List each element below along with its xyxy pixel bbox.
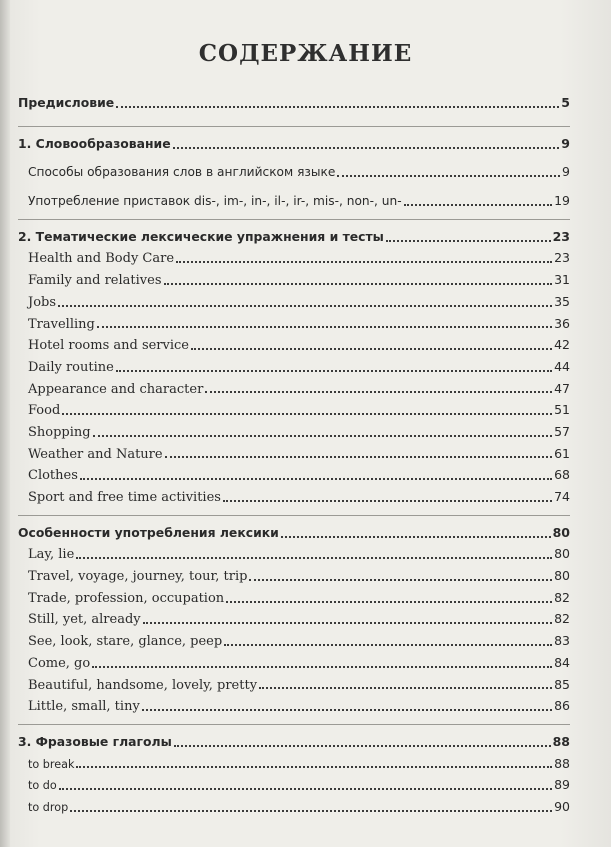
- toc-entry-label: Особенности употребления лексики: [18, 524, 279, 540]
- toc-entry-label: Come, go: [28, 655, 91, 671]
- toc-entry: [18, 587, 570, 609]
- toc-entry: [18, 674, 570, 696]
- toc-entry-page: 84: [554, 654, 570, 670]
- toc-entry-label: Shopping: [28, 424, 91, 440]
- toc-entry: [18, 652, 570, 674]
- dot-leader: [70, 810, 552, 812]
- toc-entry-label: Hotel rooms and service: [28, 338, 190, 354]
- toc-entry-page: 51: [554, 402, 570, 418]
- toc-entry: [18, 543, 570, 565]
- toc-entry-label: See, look, stare, glance, peep: [28, 634, 223, 650]
- toc-entry-label: Употребление приставок dis-, im-, in-, il-, ir-, mis-, non-, un-: [28, 194, 402, 209]
- dot-leader: [386, 240, 551, 242]
- toc-entry: [18, 190, 570, 212]
- toc-entry-label: Предисловие: [18, 95, 115, 110]
- toc-entry-page: 74: [554, 489, 570, 504]
- toc-entry-label: Family and relatives: [28, 273, 162, 289]
- toc-entry-label: Clothes: [28, 468, 78, 484]
- toc-entry-page: 82: [554, 611, 570, 627]
- dot-leader: [226, 601, 552, 603]
- toc-entry-label: to drop: [28, 800, 69, 814]
- toc-entry-label: Trade, profession, occupation: [28, 590, 225, 606]
- dot-leader: [80, 478, 552, 480]
- dot-leader: [97, 326, 552, 328]
- toc-entry-label: Food: [28, 403, 61, 419]
- toc-entry-page: 90: [554, 798, 570, 814]
- toc-entry-page: 57: [554, 423, 570, 439]
- toc-entry-page: 31: [554, 272, 570, 288]
- toc-entry-page: 80: [554, 546, 570, 562]
- dot-leader: [76, 766, 552, 768]
- toc-entry-page: 44: [554, 358, 570, 374]
- toc-section-word-formation: [18, 133, 570, 155]
- toc-entry-label: Daily routine: [28, 359, 114, 375]
- toc-entry: [18, 464, 570, 486]
- toc-entry-page: 80: [554, 568, 570, 584]
- toc-entry-label: to do: [28, 779, 57, 793]
- toc-entry: [18, 695, 570, 717]
- dot-leader: [205, 391, 552, 393]
- dot-leader: [259, 687, 552, 689]
- toc-entry-page: 82: [554, 589, 570, 605]
- toc-entry-page: 19: [554, 193, 570, 209]
- toc-entry-label: Weather and Nature: [28, 446, 163, 462]
- toc-entry-page: 23: [554, 250, 570, 266]
- dot-leader: [404, 204, 552, 206]
- toc-entry-label: to break: [28, 757, 75, 771]
- toc-entry-label: Appearance and character: [28, 381, 204, 397]
- toc-entry-page: 89: [554, 777, 570, 793]
- toc-entry-label: Beautiful, handsome, lovely, pretty: [28, 677, 258, 693]
- toc-entry-label: Jobs: [28, 294, 57, 310]
- toc-entry: [18, 565, 570, 587]
- toc-entry: [18, 608, 570, 630]
- dot-leader: [224, 644, 552, 646]
- table-of-contents: [18, 92, 570, 818]
- toc-entry-page: 86: [554, 698, 570, 714]
- toc-entry-page: 9: [561, 135, 570, 151]
- section-divider: [18, 126, 570, 127]
- book-spine-shadow: [0, 0, 10, 847]
- dot-leader: [76, 557, 552, 559]
- toc-entry-label: Sport and free time activities: [28, 490, 221, 505]
- dot-leader: [142, 709, 552, 711]
- section-divider: [18, 515, 570, 516]
- toc-section-phrasal-verbs: [18, 731, 570, 753]
- section-divider: [18, 219, 570, 220]
- toc-entry-preface: [18, 92, 570, 114]
- dot-leader: [176, 261, 552, 263]
- toc-entry-label: Travelling: [28, 316, 95, 332]
- toc-section-thematic: [18, 226, 570, 248]
- dot-leader: [143, 622, 552, 624]
- toc-entry: [18, 378, 570, 400]
- toc-entry: [18, 796, 570, 818]
- page-title: СОДЕРЖАНИЕ: [198, 40, 413, 67]
- toc-entry: [18, 443, 570, 465]
- toc-entry-label: 1. Словообразование: [18, 135, 171, 151]
- toc-entry-page: 5: [561, 95, 570, 110]
- toc-entry-label: 3. Фразовые глаголы: [18, 733, 172, 749]
- dot-leader: [174, 745, 551, 747]
- toc-entry: [18, 269, 570, 291]
- dot-leader: [93, 435, 552, 437]
- toc-entry: [18, 421, 570, 443]
- section-divider: [18, 724, 570, 725]
- toc-entry: [18, 247, 570, 269]
- toc-entry-label: 2. Тематические лексические упражнения и тесты: [18, 228, 384, 244]
- toc-entry: [18, 630, 570, 652]
- toc-entry-page: 88: [554, 755, 570, 771]
- toc-entry-label: Health and Body Care: [28, 251, 175, 267]
- dot-leader: [116, 106, 559, 108]
- dot-leader: [249, 579, 552, 581]
- dot-leader: [337, 175, 560, 177]
- dot-leader: [62, 413, 552, 415]
- toc-entry-page: 23: [552, 228, 570, 244]
- toc-entry-label: Travel, voyage, journey, tour, trip: [28, 569, 248, 585]
- dot-leader: [173, 147, 560, 149]
- dot-leader: [59, 788, 552, 790]
- toc-entry: [18, 161, 570, 183]
- toc-entry-label: Little, small, tiny: [28, 699, 140, 715]
- toc-entry: [18, 399, 570, 421]
- toc-entry-page: 83: [554, 633, 570, 649]
- toc-entry-label: Способы образования слов в английском языке: [28, 165, 336, 180]
- dot-leader: [223, 500, 552, 502]
- dot-leader: [164, 283, 553, 285]
- toc-entry-page: 42: [554, 337, 570, 353]
- toc-entry-label: Still, yet, already: [28, 612, 141, 628]
- toc-entry: [18, 334, 570, 356]
- toc-entry: [18, 291, 570, 313]
- toc-entry-page: 85: [554, 676, 570, 692]
- toc-entry: [18, 753, 570, 775]
- toc-entry-page: 68: [554, 467, 570, 483]
- toc-entry: [18, 313, 570, 335]
- toc-entry-page: 88: [552, 733, 570, 749]
- dot-leader: [191, 348, 552, 350]
- dot-leader: [58, 305, 552, 307]
- dot-leader: [281, 536, 551, 538]
- toc-entry-page: 35: [554, 293, 570, 309]
- dot-leader: [165, 456, 553, 458]
- toc-entry-page: 61: [554, 445, 570, 461]
- toc-section-vocabulary-usage: [18, 522, 570, 544]
- toc-entry-page: 80: [552, 524, 570, 540]
- toc-entry-label: Lay, lie: [28, 547, 75, 563]
- toc-entry-page: 36: [554, 315, 570, 331]
- toc-entry-page: 9: [562, 164, 570, 180]
- dot-leader: [116, 370, 552, 372]
- toc-entry: [18, 774, 570, 796]
- toc-entry: [18, 356, 570, 378]
- toc-entry-page: 47: [554, 380, 570, 396]
- dot-leader: [92, 666, 552, 668]
- toc-entry: [18, 486, 570, 508]
